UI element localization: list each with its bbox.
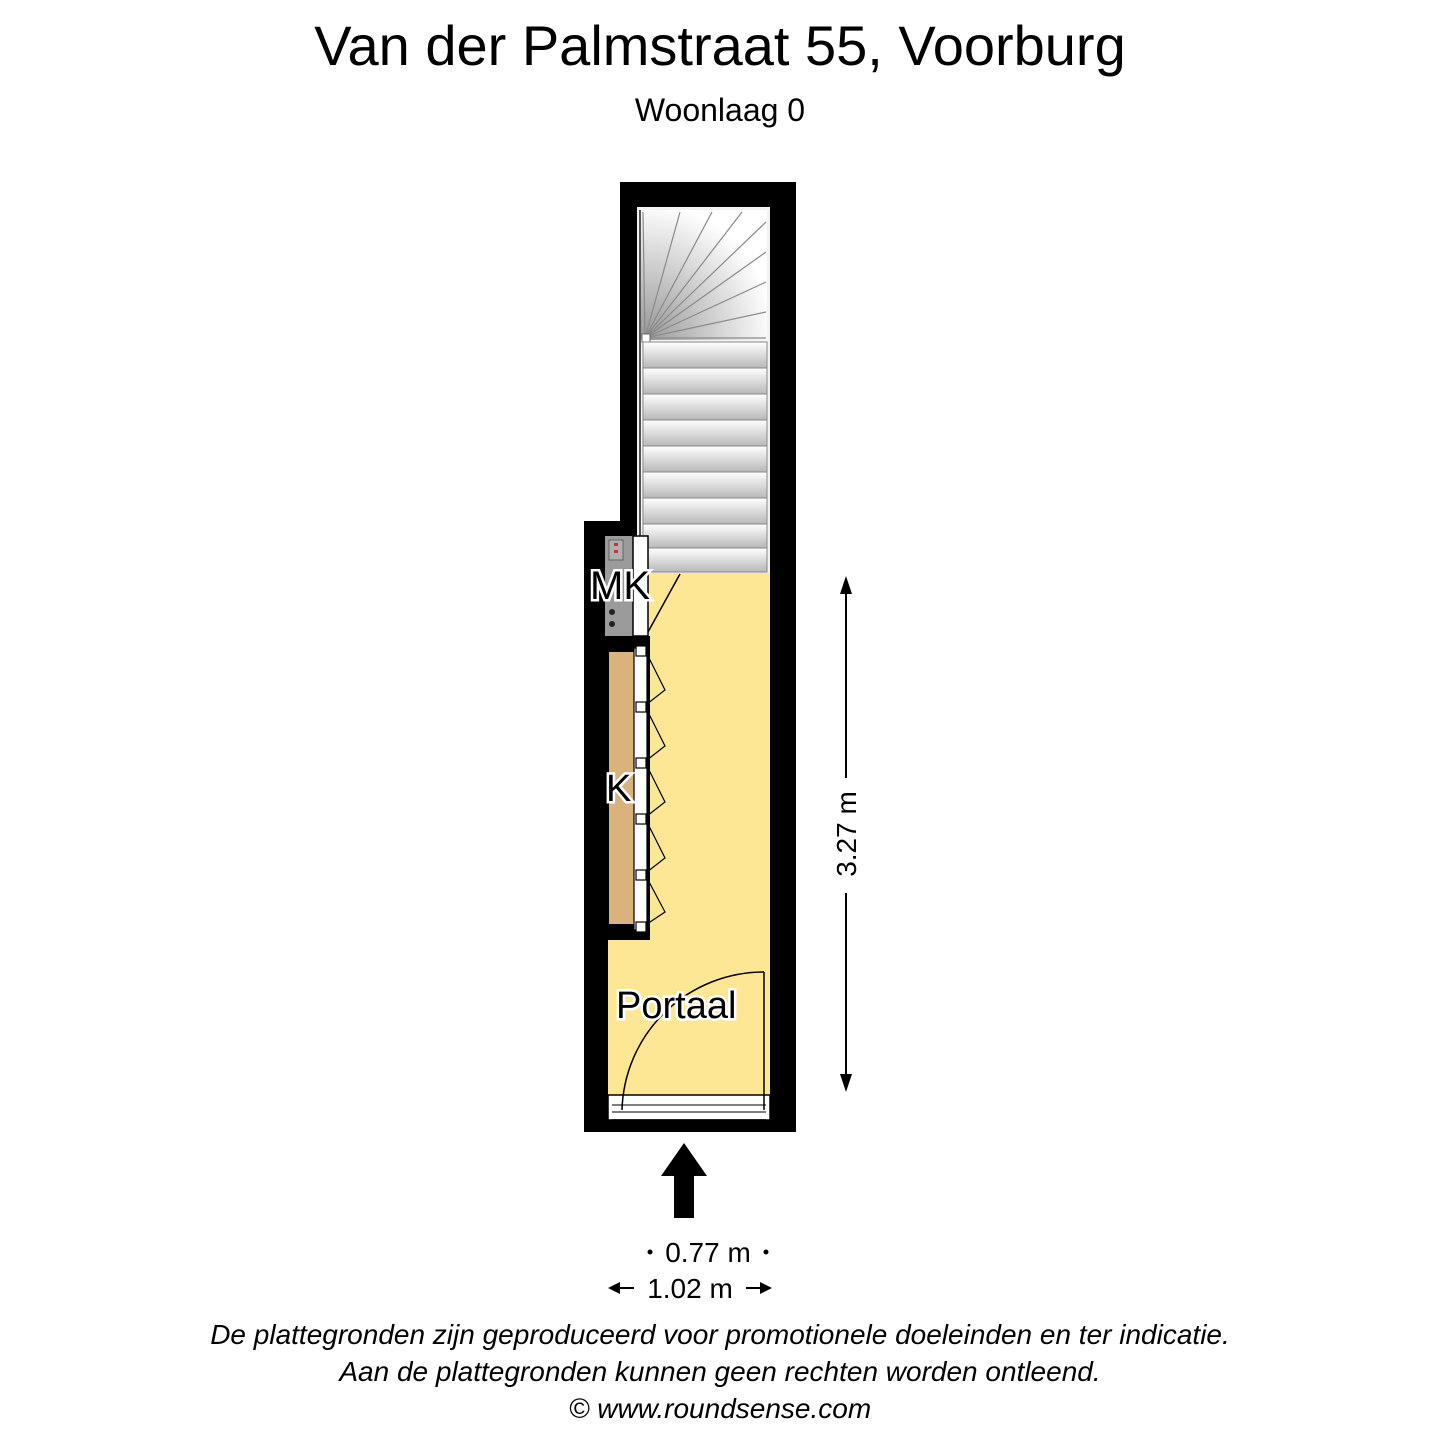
disclaimer bbox=[0, 1316, 1440, 1427]
copyright: © www.roundsense.com bbox=[568, 1393, 872, 1424]
room-label-kast: K bbox=[606, 768, 632, 810]
height-dimension bbox=[831, 576, 862, 1092]
disclaimer-line-2: Aan de plattegronden kunnen geen rechten worden ontleend. bbox=[339, 1356, 1101, 1387]
stairs bbox=[637, 207, 770, 573]
page-title: Van der Palmstraat 55, Voorburg bbox=[314, 14, 1126, 77]
outer-width-label: 1.02 m bbox=[647, 1273, 733, 1304]
inner-width-label: 0.77 m bbox=[665, 1237, 751, 1268]
inner-width-dimension bbox=[648, 1237, 769, 1268]
room-label-meterkast: MK bbox=[590, 564, 650, 608]
disclaimer-line-1: De plattegronden zijn geproduceerd voor promotionele doeleinden en ter indicatie. bbox=[210, 1319, 1230, 1350]
outer-width-dimension bbox=[608, 1273, 772, 1304]
floor-subtitle: Woonlaag 0 bbox=[634, 92, 806, 128]
room-label-portaal: Portaal bbox=[616, 985, 737, 1027]
entrance-arrow-icon bbox=[661, 1143, 707, 1218]
height-dimension-label: 3.27 m bbox=[831, 791, 862, 877]
